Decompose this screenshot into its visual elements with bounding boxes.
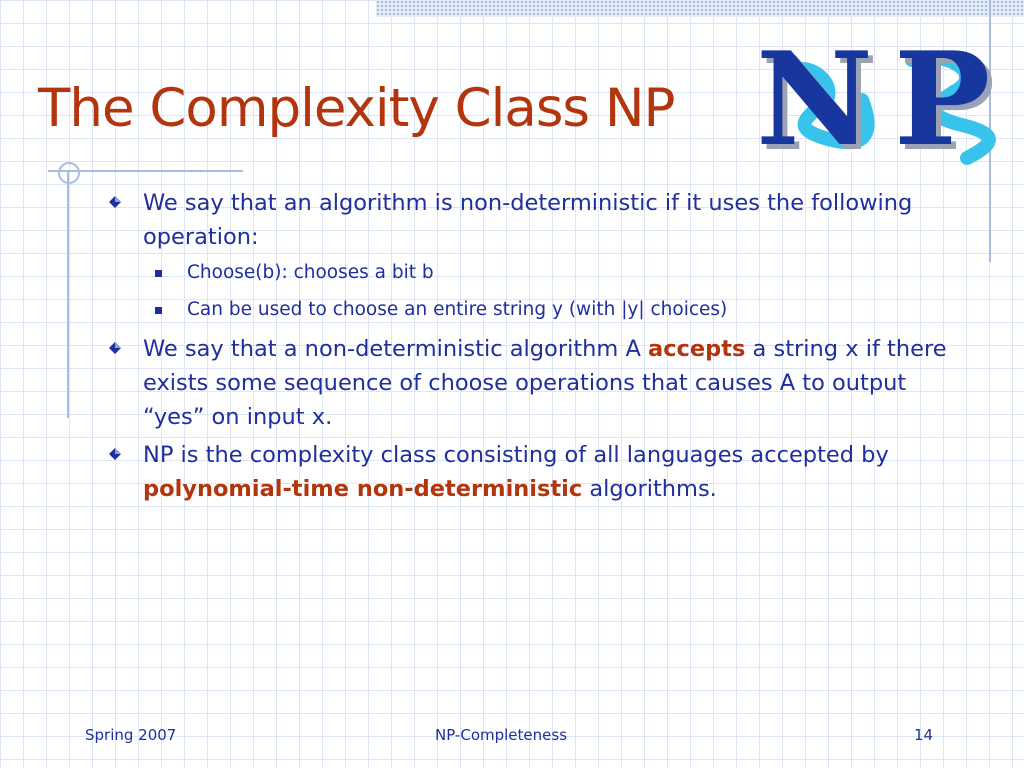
sub-bullet-text: Choose(b): chooses a bit b (187, 262, 434, 283)
bullet-text-end: algorithms. (582, 476, 717, 502)
bullet-item (100, 186, 960, 254)
top-decorative-strip (376, 0, 1024, 17)
bullet-item (100, 332, 960, 434)
diamond-bullet-icon (109, 342, 121, 354)
slide-number: 14 (914, 726, 934, 744)
bullet-text: We say that an algorithm is non-deterministic if it uses the following operation: (143, 190, 913, 250)
bullet-text-start: NP is the complexity class consisting of all languages accepted by (143, 442, 889, 468)
emphasis-text: accepts (648, 336, 746, 362)
square-bullet-icon (155, 270, 162, 277)
circle-decoration (58, 162, 80, 184)
np-logo (752, 25, 1012, 175)
sub-bullet-text: Can be used to choose an entire string y (with |y| choices) (187, 299, 728, 320)
emphasis-text: polynomial-time non-deterministic (143, 476, 583, 502)
square-bullet-icon (155, 307, 162, 314)
diamond-bullet-icon (109, 196, 121, 208)
diamond-bullet-icon (109, 448, 121, 460)
logo-letter-p: P (894, 25, 991, 175)
sub-bullet-item (100, 258, 960, 288)
slide-content (100, 186, 960, 510)
left-decorative-line (67, 172, 69, 418)
logo-letter-n: N (756, 25, 873, 175)
bullet-text-start: We say that a non-deterministic algorithm A (143, 336, 649, 362)
bullet-text-end: a string x if there exists some sequence of choose operations that causes A to output “yes” on input x. (143, 336, 947, 430)
footer-date: Spring 2007 (85, 726, 177, 744)
bullet-item (100, 438, 960, 506)
sub-bullet-item (100, 295, 960, 325)
slide-title: The Complexity Class NP (38, 78, 675, 139)
footer-title: NP-Completeness (435, 726, 568, 744)
